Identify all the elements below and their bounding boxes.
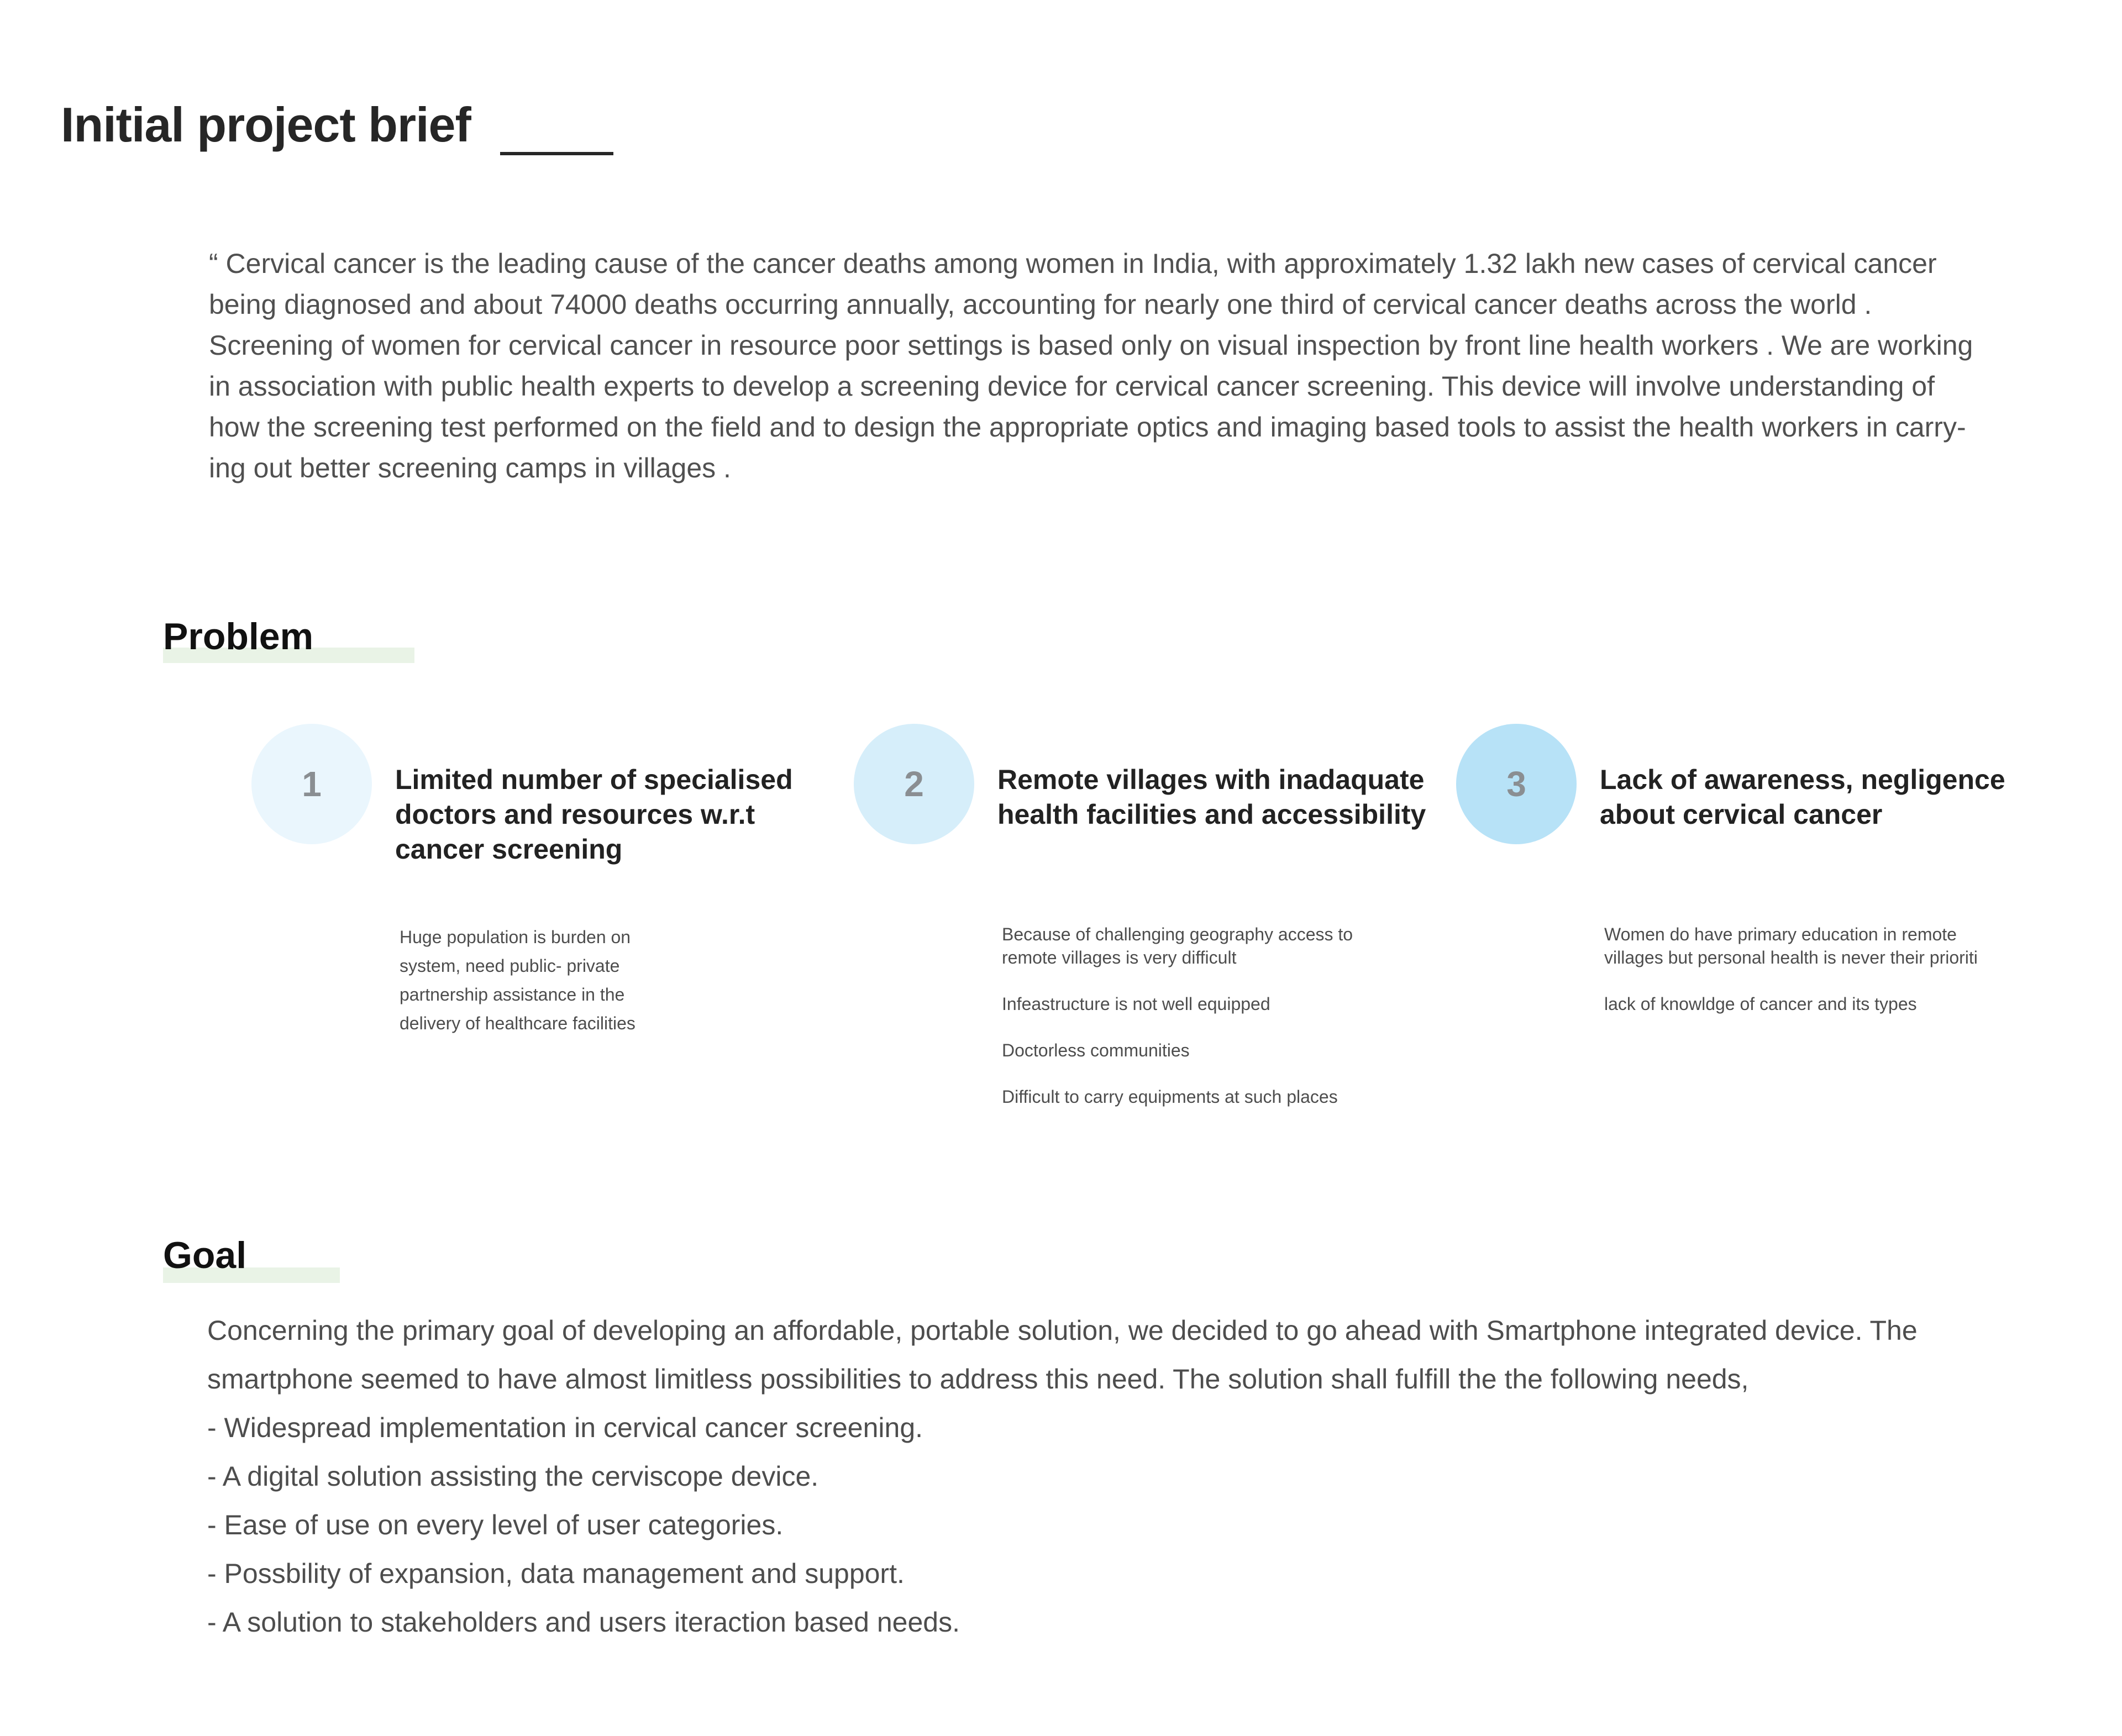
number-badge-1: 1 — [251, 724, 372, 844]
problem-note: Because of challenging geography access to remote villages is very difficult — [1002, 924, 1353, 967]
goal-heading-text: Goal — [163, 1234, 247, 1276]
problem-note: Huge population is burden on system, need public- private partnership assistance in the delivery of healthcare facilities — [400, 927, 635, 1033]
problem-title-1: Limited number of specialised doctors and resources w.r.t cancer screening — [395, 764, 793, 865]
goal-needs-list — [207, 1403, 2003, 1646]
problem-notes-3 — [1604, 923, 1991, 1039]
problem-notes-2 — [1002, 923, 1389, 1132]
problem-title-3: Lack of awareness, negligence about cervical cancer — [1600, 764, 2005, 830]
goal-intro: Concerning the primary goal of developing an affordable, portable solution, we decided to go ahead with Smartphone integrated device. The smartphone seemed to have almost limitless possibilities to address this need. The solution shall fulfill the the following needs, — [207, 1315, 1918, 1395]
number-badge-3: 3 — [1456, 724, 1577, 844]
goal-need-item: - A solution to stakeholders and users iteraction based needs. — [207, 1607, 960, 1638]
goal-need-item: - Possbility of expansion, data management and support. — [207, 1558, 905, 1589]
goal-body — [207, 1306, 2003, 1646]
problem-note: Infeastructure is not well equipped — [1002, 994, 1270, 1014]
goal-need-item: - A digital solution assisting the cerviscope device. — [207, 1461, 819, 1492]
goal-need-item: - Ease of use on every level of user categories. — [207, 1509, 784, 1540]
number-badge-2: 2 — [854, 724, 974, 844]
problem-note: Difficult to carry equipments at such places — [1002, 1087, 1338, 1107]
problem-heading — [163, 618, 313, 655]
problem-heading-text: Problem — [163, 616, 314, 657]
goal-heading — [163, 1234, 247, 1276]
intro-quote: “ Cervical cancer is the leading cause of the cancer deaths among women in India, with approximately 1.32 lakh new cases of cervical cancer being diagnosed and about 74000 deaths occurring annually, accounting for nearly one third of cervical cancer deaths across the world . Screening of women for cervical cancer in resource poor settings is based only on visual inspection by front line health workers . We are working in association with public health experts to develop a screening device for cervical cancer screening. This device will involve understanding of how the screening test performed on the field and to design the appropriate optics and imaging based tools to assist the health workers in carry-ing out better screening camps in villages . — [209, 248, 1973, 483]
problem-note: Doctorless communities — [1002, 1040, 1190, 1060]
problem-note: Women do have primary education in remote villages but personal health is never their prioriti — [1604, 924, 1978, 967]
problem-title-2: Remote villages with inadaquate health facilities and accessibility — [997, 764, 1426, 830]
title-underline-rule — [500, 152, 613, 155]
problem-note: lack of knowldge of cancer and its types — [1604, 994, 1917, 1014]
page-title: Initial project brief — [61, 97, 471, 152]
problem-notes-1 — [400, 923, 687, 1061]
goal-need-item: - Widespread implementation in cervical cancer screening. — [207, 1412, 923, 1443]
